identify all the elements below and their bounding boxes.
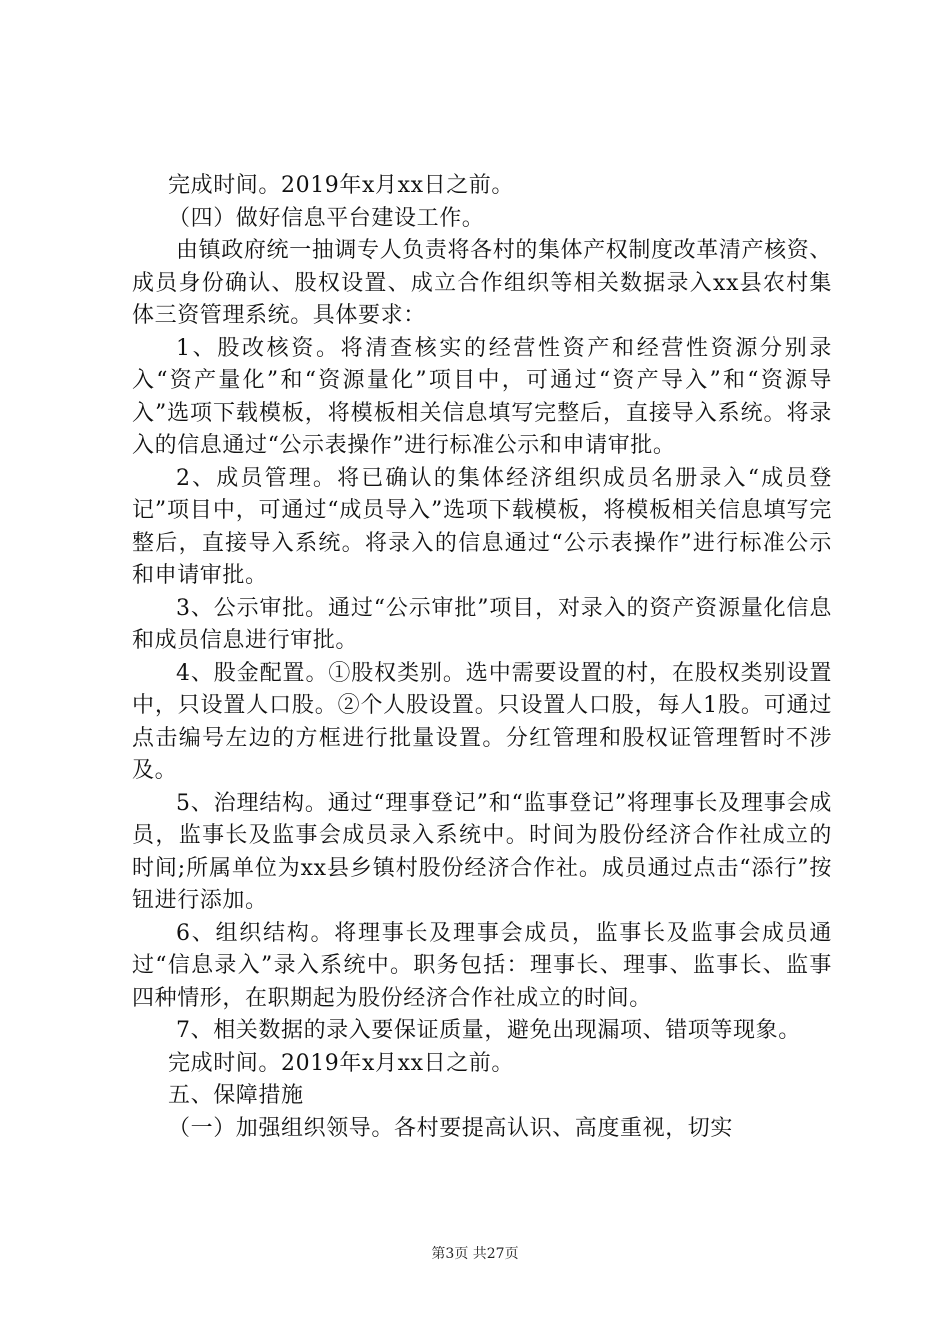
paragraph-item-5: 5、治理结构。通过“理事登记”和“监事登记”将理事长及理事会成员，监事长及监事会成员录入系统中。时间为股份经济合作社成立的时间;所属单位为xx县乡镇村股份经济合作社。成员通过点击“添行”按钮进行添加。 — [132, 790, 832, 913]
paragraph-item-2: 2、成员管理。将已确认的集体经济组织成员名册录入“成员登记”项目中，可通过“成员导入”选项下载模板，将模板相关信息填写完整后，直接导入系统。将录入的信息通过“公示表操作”进行标准公示和申请审批。 — [132, 465, 832, 588]
paragraph-item-1: 1、股改核资。将清查核实的经营性资产和经营性资源分别录入“资产量化”和“资源量化”项目中，可通过“资产导入”和“资源导入”选项下载模板，将模板相关信息填写完整后，直接导入系统。将录入的信息通过“公示表操作”进行标准公示和申请审批。 — [132, 335, 832, 458]
paragraph-item-3: 3、公示审批。通过“公示审批”项目，对录入的资产资源量化信息和成员信息进行审批。 — [132, 595, 832, 653]
page-number-label: 第3页 共27页 — [431, 1246, 519, 1262]
document-body — [132, 170, 832, 1145]
paragraph-section-4-heading: （四）做好信息平台建设工作。 — [168, 205, 485, 231]
paragraph-item-4: 4、股金配置。①股权类别。选中需要设置的村，在股权类别设置中，只设置人口股。②个人股设置。只设置人口股，每人1股。可通过点击编号左边的方框进行批量设置。分红管理和股权证管理暂时不涉及。 — [132, 660, 832, 783]
paragraph-section-5-heading: 五、保障措施 — [168, 1083, 304, 1108]
paragraph-platform-intro: 由镇政府统一抽调专人负责将各村的集体产权制度改革清产核资、成员身份确认、股权设置、成立合作组织等相关数据录入xx县农村集体三资管理系统。具体要求： — [132, 238, 832, 328]
page-footer — [0, 1243, 950, 1263]
paragraph-item-6: 6、组织结构。将理事长及理事会成员，监事长及监事会成员通过“信息录入”录入系统中。职务包括：理事长、理事、监事长、监事四种情形，在职期起为股份经济合作社成立的时间。 — [132, 920, 832, 1011]
paragraph-section-5-1: （一）加强组织领导。各村要提高认识、高度重视，切实 — [168, 1115, 734, 1141]
paragraph-completion-time-1: 完成时间。2019年x月xx日之前。 — [168, 173, 515, 198]
paragraph-item-7: 7、相关数据的录入要保证质量，避免出现漏项、错项等现象。 — [176, 1018, 801, 1043]
paragraph-completion-time-2: 完成时间。2019年x月xx日之前。 — [168, 1050, 515, 1076]
